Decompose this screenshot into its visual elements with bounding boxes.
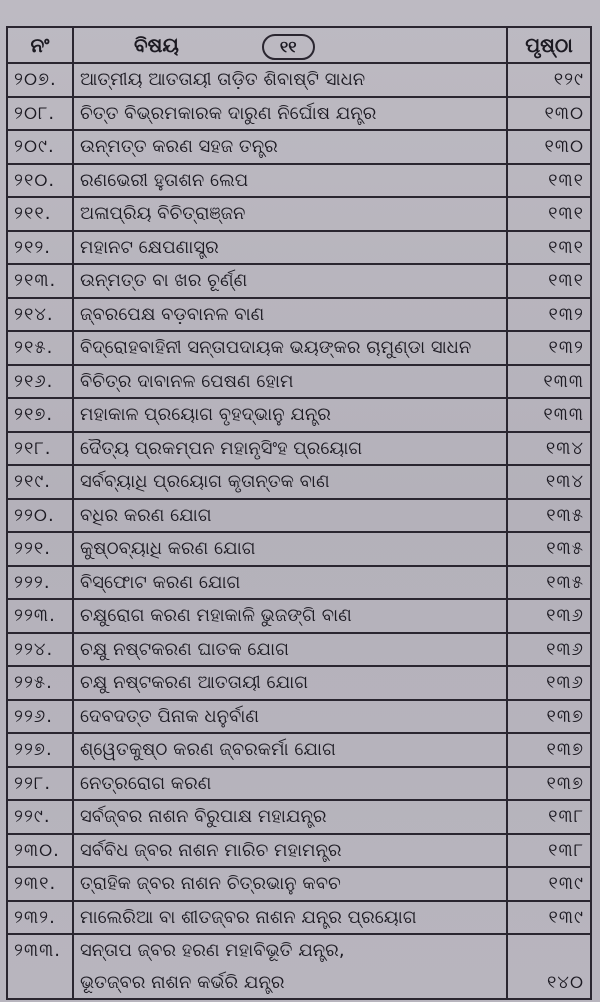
contents-body [7, 63, 591, 999]
entry-title: ସର୍ବବିଧ ଜ୍ବର ନାଶନ ମାରିଚ ମହାମନ୍ତ୍ର [73, 834, 507, 868]
entry-title: ଦେବଦତ୍ତ ପିନାକ ଧନୁର୍ବାଣ [73, 700, 507, 734]
table-row [7, 700, 591, 734]
entry-title: ଚକ୍ଷୁ ନଷ୍ଟକରଣ ଆତତାୟୀ ଯୋଗ [73, 666, 507, 700]
entry-title: ବିସ୍ଫୋଟ କରଣ ଯୋଗ [73, 566, 507, 600]
table-row [7, 130, 591, 164]
table-row [7, 532, 591, 566]
entry-number: ୨୨୨. [7, 566, 73, 600]
entry-title: କୁଷ୍ଠବ୍ୟାଧି କରଣ ଯୋଗ [73, 532, 507, 566]
entry-page: ୧୩୩ [507, 398, 591, 432]
entry-title: ଉନ୍ମତ୍ତ ବା ଖର ଚୂର୍ଣ୍ଣ [73, 264, 507, 298]
entry-title: ବିଚିତ୍ର ଦାବାନଳ ପେଷଣ ହୋମ [73, 365, 507, 399]
entry-title: ଚକ୍ଷୁରୋଗ କରଣ ମହାକାଳି ଭୁଜଙ୍ଗି ବାଣ [73, 599, 507, 633]
entry-number: ୨୨୭. [7, 733, 73, 767]
entry-number: ୨୨୬. [7, 700, 73, 734]
entry-number: ୨୨୫. [7, 666, 73, 700]
entry-page: ୧୩୦ [507, 97, 591, 131]
entry-page: ୧୩୧ [507, 164, 591, 198]
entry-title-line1: ସନ୍ତାପ ଜ୍ବର ହରଣ ମହାବିଭୂତି ଯନ୍ତ୍ର, [80, 940, 345, 961]
entry-page: ୧୩୯ [507, 867, 591, 901]
entry-title: ତ୍ରାହିକ ଜ୍ବର ନାଶନ ଚିତ୍ରଭାନୁ କବଚ [73, 867, 507, 901]
table-row [7, 398, 591, 432]
entry-number: ୨୧୧. [7, 197, 73, 231]
table-row-last [7, 934, 591, 999]
entry-page: ୧୩୫ [507, 499, 591, 533]
entry-title: ବଧିର କରଣ ଯୋଗ [73, 499, 507, 533]
table-row [7, 633, 591, 667]
table-row [7, 63, 591, 97]
entry-title: ସର୍ବବ୍ୟାଧି ପ୍ରୟୋଗ କୃତାନ୍ତକ ବାଣ [73, 465, 507, 499]
entry-number: ୨୩୧. [7, 867, 73, 901]
entry-number: ୨୩୦. [7, 834, 73, 868]
entry-number: ୨୧୫. [7, 331, 73, 365]
entry-title: ଉନ୍ମତ୍ତ କରଣ ସହଜ ତନ୍ତ୍ର [73, 130, 507, 164]
table-row [7, 465, 591, 499]
table-row [7, 733, 591, 767]
table-row [7, 231, 591, 265]
entry-page: ୧୩୩ [507, 365, 591, 399]
table-row [7, 834, 591, 868]
table-row [7, 800, 591, 834]
entry-title: ସର୍ବଜ୍ବର ନାଶନ ବିରୁପାକ୍ଷ ମହାଯନ୍ତ୍ର [73, 800, 507, 834]
entry-page: ୧୩୮ [507, 834, 591, 868]
entry-page: ୧୩୨ [507, 298, 591, 332]
entry-title: ଜ୍ବରପେକ୍ଷ ବଡ଼ବାନଳ ବାଣ [73, 298, 507, 332]
entry-page: ୧୩୧ [507, 231, 591, 265]
entry-page: ୧୩୫ [507, 532, 591, 566]
table-row [7, 767, 591, 801]
entry-page: ୧୨୯ [507, 63, 591, 97]
entry-page: ୧୩୦ [507, 130, 591, 164]
entry-title-multiline [73, 934, 507, 999]
table-row [7, 164, 591, 198]
entry-title: ମହାନଟ କ୍ଷେପଣାସ୍ତ୍ର [73, 231, 507, 265]
entry-title: ମାଲେରିଆ ବା ଶୀତଜ୍ବର ନାଶନ ଯନ୍ତ୍ର ପ୍ରୟୋଗ [73, 901, 507, 935]
table-row [7, 365, 591, 399]
entry-page: ୧୩୯ [507, 901, 591, 935]
entry-number: ୨୨୪. [7, 633, 73, 667]
entry-title: ଚିତ୍ତ ବିଭ୍ରମକାରକ ଦାରୁଣ ନିର୍ଘୋଷ ଯନ୍ତ୍ର [73, 97, 507, 131]
entry-title: ଚକ୍ଷୁ ନଷ୍ଟକରଣ ଘାତକ ଯୋଗ [73, 633, 507, 667]
table-row [7, 197, 591, 231]
subject-header-label: ବିଷୟ [134, 33, 179, 57]
entry-title: ବିଦ୍ରୋହବାହିନୀ ସନ୍ତାପଦାୟକ ଭୟଙ୍କର ଚାମୁଣ୍ଡା ସାଧନ [73, 331, 507, 365]
table-row [7, 666, 591, 700]
entry-page: ୧୩୭ [507, 700, 591, 734]
number-header: ନଂ [7, 27, 73, 63]
entry-page: ୧୩୮ [507, 800, 591, 834]
table-row [7, 331, 591, 365]
entry-number: ୨୧୭. [7, 398, 73, 432]
entry-page: ୧୩୬ [507, 666, 591, 700]
table-row [7, 499, 591, 533]
contents-table [6, 26, 592, 1000]
entry-page: ୧୩୪ [507, 465, 591, 499]
entry-number: ୨୧୨. [7, 231, 73, 265]
table-row [7, 566, 591, 600]
entry-page: ୧୩୭ [507, 733, 591, 767]
entry-title: ନେତ୍ରରୋଗ କରଣ [73, 767, 507, 801]
entry-number: ୨୦୮. [7, 97, 73, 131]
entry-number: ୨୩୩. [7, 934, 73, 999]
entry-number: ୨୧୩. [7, 264, 73, 298]
entry-number: ୨୧୮. [7, 432, 73, 466]
entry-page: ୧୪୦ [507, 934, 591, 999]
entry-title-line2: ଭୂତଜ୍ବର ନାଶନ କର୍ଭରି ଯନ୍ତ୍ର [80, 971, 285, 993]
table-row [7, 432, 591, 466]
table-row [7, 867, 591, 901]
entry-number: ୨୧୪. [7, 298, 73, 332]
entry-title: ଅଳାପ୍ରିୟ ବିଚିତ୍ରାଞ୍ଜନ [73, 197, 507, 231]
subject-header [73, 27, 507, 63]
entry-page: ୧୩୧ [507, 264, 591, 298]
entry-number: ୨୦୯. [7, 130, 73, 164]
entry-page: ୧୩୬ [507, 599, 591, 633]
table-row [7, 599, 591, 633]
entry-title: ଶ୍ୱେତକୁଷ୍ଠ କରଣ ଜ୍ବରକର୍ମା ଯୋଗ [73, 733, 507, 767]
entry-title: ଆତ୍ମୀୟ ଆତତାୟୀ ତାଡ଼ିତ ଶିବାଷ୍ଟି ସାଧନ [73, 63, 507, 97]
header-row [7, 27, 591, 63]
entry-title: ଦୈତ୍ୟ ପ୍ରକମ୍ପନ ମହାନୃସିଂହ ପ୍ରୟୋଗ [73, 432, 507, 466]
entry-page: ୧୩୫ [507, 566, 591, 600]
entry-number: ୨୨୯. [7, 800, 73, 834]
entry-page: ୧୩୧ [507, 197, 591, 231]
table-row [7, 97, 591, 131]
entry-title: ମହାକାଳ ପ୍ରୟୋଗ ବୃହଦ୍ଭାନୁ ଯନ୍ତ୍ର [73, 398, 507, 432]
entry-page: ୧୩୬ [507, 633, 591, 667]
entry-number: ୨୨୧. [7, 532, 73, 566]
entry-number: ୨୦୭. [7, 63, 73, 97]
entry-number: ୨୧୬. [7, 365, 73, 399]
entry-number: ୨୨୩. [7, 599, 73, 633]
entry-page: ୧୩୨ [507, 331, 591, 365]
entry-number: ୨୨୮. [7, 767, 73, 801]
page-number-mark: ୧୧ [262, 34, 315, 60]
table-row [7, 298, 591, 332]
entry-number: ୨୧୯. [7, 465, 73, 499]
entry-page: ୧୩୪ [507, 432, 591, 466]
entry-number: ୨୨୦. [7, 499, 73, 533]
entry-page: ୧୩୭ [507, 767, 591, 801]
page-header: ପୃଷ୍ଠା [507, 27, 591, 63]
table-row [7, 264, 591, 298]
table-row [7, 901, 591, 935]
entry-number: ୨୩୨. [7, 901, 73, 935]
entry-title: ରଣଭେରୀ ହୁତାଶନ ଲେପ [73, 164, 507, 198]
entry-number: ୨୧୦. [7, 164, 73, 198]
